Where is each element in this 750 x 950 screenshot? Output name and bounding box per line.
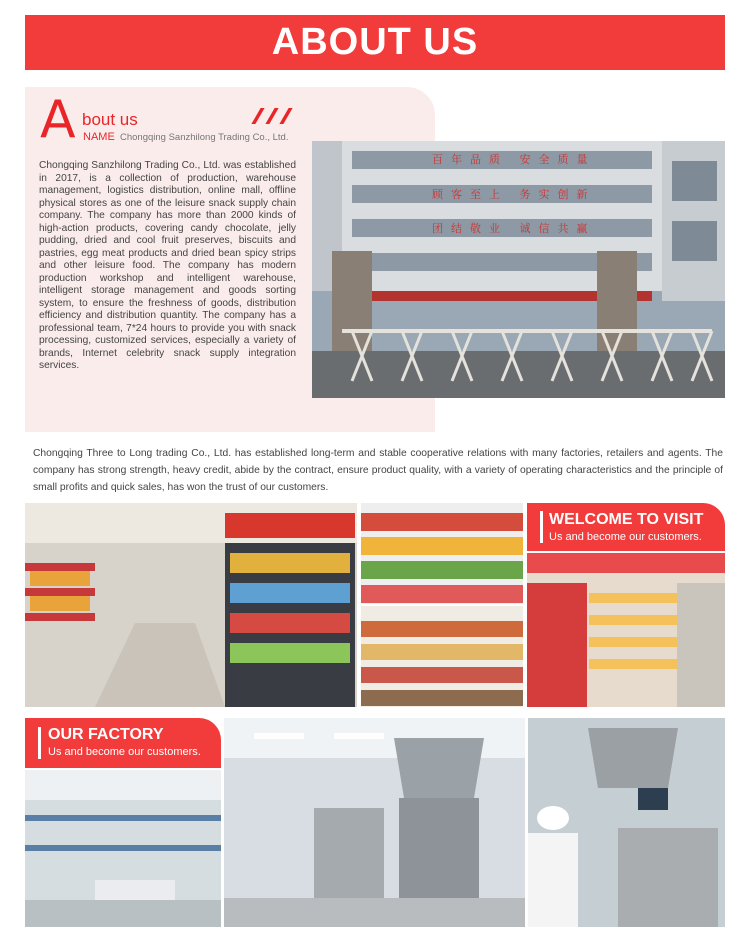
factory-photo-packaging-line [224, 718, 525, 927]
store-photo-shelves-1 [361, 503, 523, 604]
welcome-subtitle: Us and become our customers. [549, 531, 702, 543]
factory-title: OUR FACTORY [48, 726, 164, 743]
company-building-photo [312, 141, 725, 398]
building-sign-row1: 百年品质 安全质量 [432, 153, 596, 166]
about-body: Chongqing Sanzhilong Trading Co., Ltd. was established in 2017, is a collection of production, warehouse management, logistics distribution, online mall, offline physical stores as one of the leisure snack supply chain company. The company has more than 2000 kinds of high-action products, covering candy chocolate, jelly pudding, dried and cool fruit preserves, biscuits and pastries, egg meat products and dried bean spicy strips and other leisure food. The company has modern production workshop and intelligent warehouse, intelligent storage management and goods sorting system, to ensure the freshness of goods, distribution efficiency and distribution quantity. The company has a professional team, 7*24 hours to provide you with snack processing, customized services, especially a variety of brands, Internet celebrity snack supply integration services. [39, 160, 296, 371]
about-heading-text: bout us [82, 110, 138, 129]
company-description: Chongqing Three to Long trading Co., Ltd. has established long-term and stable cooperative relations with many factories, retailers and agents. The company has strong strength, heavy credit, abide by the contract, ensure product quality, with a variety of operating characteristics and the principle of small profits and quick sales, has won the trust of our customers. [33, 448, 723, 493]
page-banner [25, 15, 725, 70]
welcome-accent-bar [540, 511, 543, 543]
factory-photo-workshop [25, 770, 221, 927]
banner-title: ABOUT US [271, 21, 479, 63]
factory-accent-bar [38, 727, 41, 759]
welcome-title: WELCOME TO VISIT [549, 511, 704, 528]
building-sign-row3: 团结敬业 诚信共赢 [432, 222, 596, 235]
building-sign-row2: 顾客至上 务实创新 [432, 188, 596, 201]
about-letter-a: A [40, 90, 76, 150]
store-photo-shelves-2 [361, 606, 523, 707]
store-photo-aisle [25, 503, 357, 707]
name-label: NAME [83, 131, 115, 143]
welcome-tag [527, 503, 725, 551]
factory-photo-machine-operator [528, 718, 725, 927]
factory-subtitle: Us and become our customers. [48, 746, 201, 758]
decorative-slashes [248, 108, 298, 124]
store-photo-aisle-2 [527, 553, 725, 707]
factory-tag [25, 718, 221, 768]
company-name: Chongqing Sanzhilong Trading Co., Ltd. [120, 132, 289, 143]
